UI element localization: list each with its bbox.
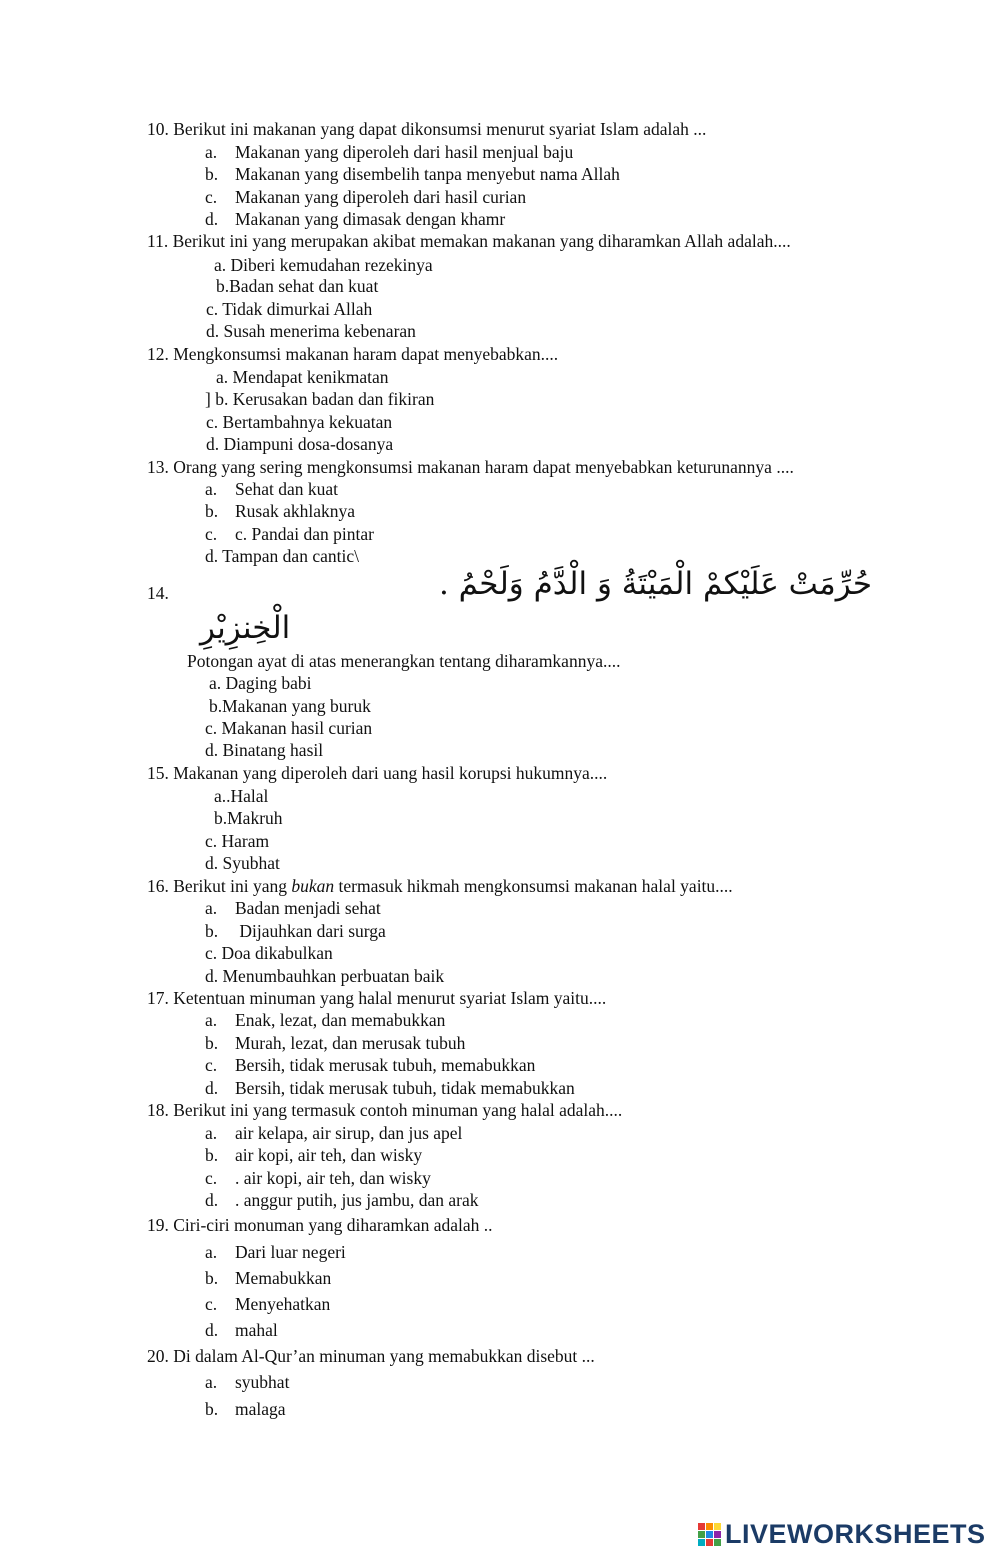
logo-text: LIVEWORKSHEETS xyxy=(725,1519,986,1549)
q14-option-c: c. Makanan hasil curian xyxy=(205,718,373,738)
question-16-text: 16. Berikut ini yang bukan termasuk hikmah mengkonsumsi makanan halal yaitu.... xyxy=(147,876,733,896)
q15-option-c: c. Haram xyxy=(205,831,270,851)
q18-option-b: b. air kopi, air teh, dan wisky xyxy=(205,1145,423,1165)
q20-option-b: b. malaga xyxy=(205,1399,286,1419)
q11-option-d: d. Susah menerima kebenaran xyxy=(206,321,416,341)
q19-option-a: a. Dari luar negeri xyxy=(205,1242,346,1262)
question-14-number: 14. xyxy=(147,583,169,603)
q19-option-b: b. Memabukkan xyxy=(205,1268,332,1288)
question-15-text: 15. Makanan yang diperoleh dari uang hasil korupsi hukumnya.... xyxy=(147,763,608,783)
q14-option-a: a. Daging babi xyxy=(209,673,312,693)
q15-option-a: a..Halal xyxy=(214,786,269,806)
q12-option-a: a. Mendapat kenikmatan xyxy=(216,367,389,387)
q16-option-d: d. Menumbauhkan perbuatan baik xyxy=(205,966,445,986)
q19-option-c: c. Menyehatkan xyxy=(205,1294,331,1314)
q11-option-a: a. Diberi kemudahan rezekinya xyxy=(214,255,433,275)
q20-option-a: a. syubhat xyxy=(205,1372,290,1392)
q14-option-d: d. Binatang hasil xyxy=(205,740,324,760)
question-18-text: 18. Berikut ini yang termasuk contoh minuman yang halal adalah.... xyxy=(147,1100,623,1120)
q16-option-c: c. Doa dikabulkan xyxy=(205,943,333,963)
q12-option-d: d. Diampuni dosa-dosanya xyxy=(206,434,394,454)
q13-option-c: c. c. Pandai dan pintar xyxy=(205,524,374,544)
q18-option-c: c. . air kopi, air teh, dan wisky xyxy=(205,1168,431,1188)
q19-option-d: d. mahal xyxy=(205,1320,278,1340)
question-11-text: 11. Berikut ini yang merupakan akibat memakan makanan yang diharamkan Allah adalah.... xyxy=(147,231,791,251)
q10-option-c: c. Makanan yang diperoleh dari hasil curian xyxy=(205,187,527,207)
q17-option-c: c. Bersih, tidak merusak tubuh, memabukkan xyxy=(205,1055,536,1075)
quran-verse-line-1: حُرِّمَتْ عَلَيْكمْ الْمَيْتَةُ وَ الْدَّمُ وَلَحْمُ . xyxy=(438,566,872,602)
q12-option-b: ] b. Kerusakan badan dan fikiran xyxy=(205,389,435,409)
q16-option-b: b. Dijauhkan dari surga xyxy=(205,921,386,941)
question-13-text: 13. Orang yang sering mengkonsumsi makanan haram dapat menyebabkan keturunannya .... xyxy=(147,457,794,477)
emphasis-bukan: bukan xyxy=(291,876,335,896)
q14-option-b: b.Makanan yang buruk xyxy=(209,696,371,716)
q13-option-a: a. Sehat dan kuat xyxy=(205,479,339,499)
q10-option-d: d. Makanan yang dimasak dengan khamr xyxy=(205,209,506,229)
q18-option-a: a. air kelapa, air sirup, dan jus apel xyxy=(205,1123,463,1143)
question-10-text: 10. Berikut ini makanan yang dapat dikonsumsi menurut syariat Islam adalah ... xyxy=(147,119,707,139)
question-20-text: 20. Di dalam Al-Qur’an minuman yang memabukkan disebut ... xyxy=(147,1346,595,1366)
liveworksheets-logo-icon xyxy=(698,1523,722,1547)
question-14-text: Potongan ayat di atas menerangkan tentang diharamkannya.... xyxy=(187,651,621,671)
q13-option-b: b. Rusak akhlaknya xyxy=(205,501,356,521)
q18-option-d: d. . anggur putih, jus jambu, dan arak xyxy=(205,1190,479,1210)
q11-option-b: b.Badan sehat dan kuat xyxy=(216,276,379,296)
q10-option-a: a. Makanan yang diperoleh dari hasil menjual baju xyxy=(205,142,574,162)
q15-option-d: d. Syubhat xyxy=(205,853,280,873)
q17-option-b: b. Murah, lezat, dan merusak tubuh xyxy=(205,1033,466,1053)
q11-option-c: c. Tidak dimurkai Allah xyxy=(206,299,373,319)
question-17-text: 17. Ketentuan minuman yang halal menurut syariat Islam yaitu.... xyxy=(147,988,607,1008)
q17-option-a: a. Enak, lezat, dan memabukkan xyxy=(205,1010,446,1030)
q15-option-b: b.Makruh xyxy=(214,808,283,828)
q12-option-c: c. Bertambahnya kekuatan xyxy=(206,412,393,432)
question-12-text: 12. Mengkonsumsi makanan haram dapat menyebabkan.... xyxy=(147,344,559,364)
q10-option-b: b. Makanan yang disembelih tanpa menyebut nama Allah xyxy=(205,164,620,184)
q17-option-d: d. Bersih, tidak merusak tubuh, tidak memabukkan xyxy=(205,1078,575,1098)
q13-option-d: d. Tampan dan cantic\ xyxy=(205,546,359,566)
q16-option-a: a. Badan menjadi sehat xyxy=(205,898,381,918)
question-19-text: 19. Ciri-ciri monuman yang diharamkan adalah .. xyxy=(147,1215,493,1235)
quran-verse-line-2: الْخِنزِيْرِ xyxy=(200,610,291,646)
